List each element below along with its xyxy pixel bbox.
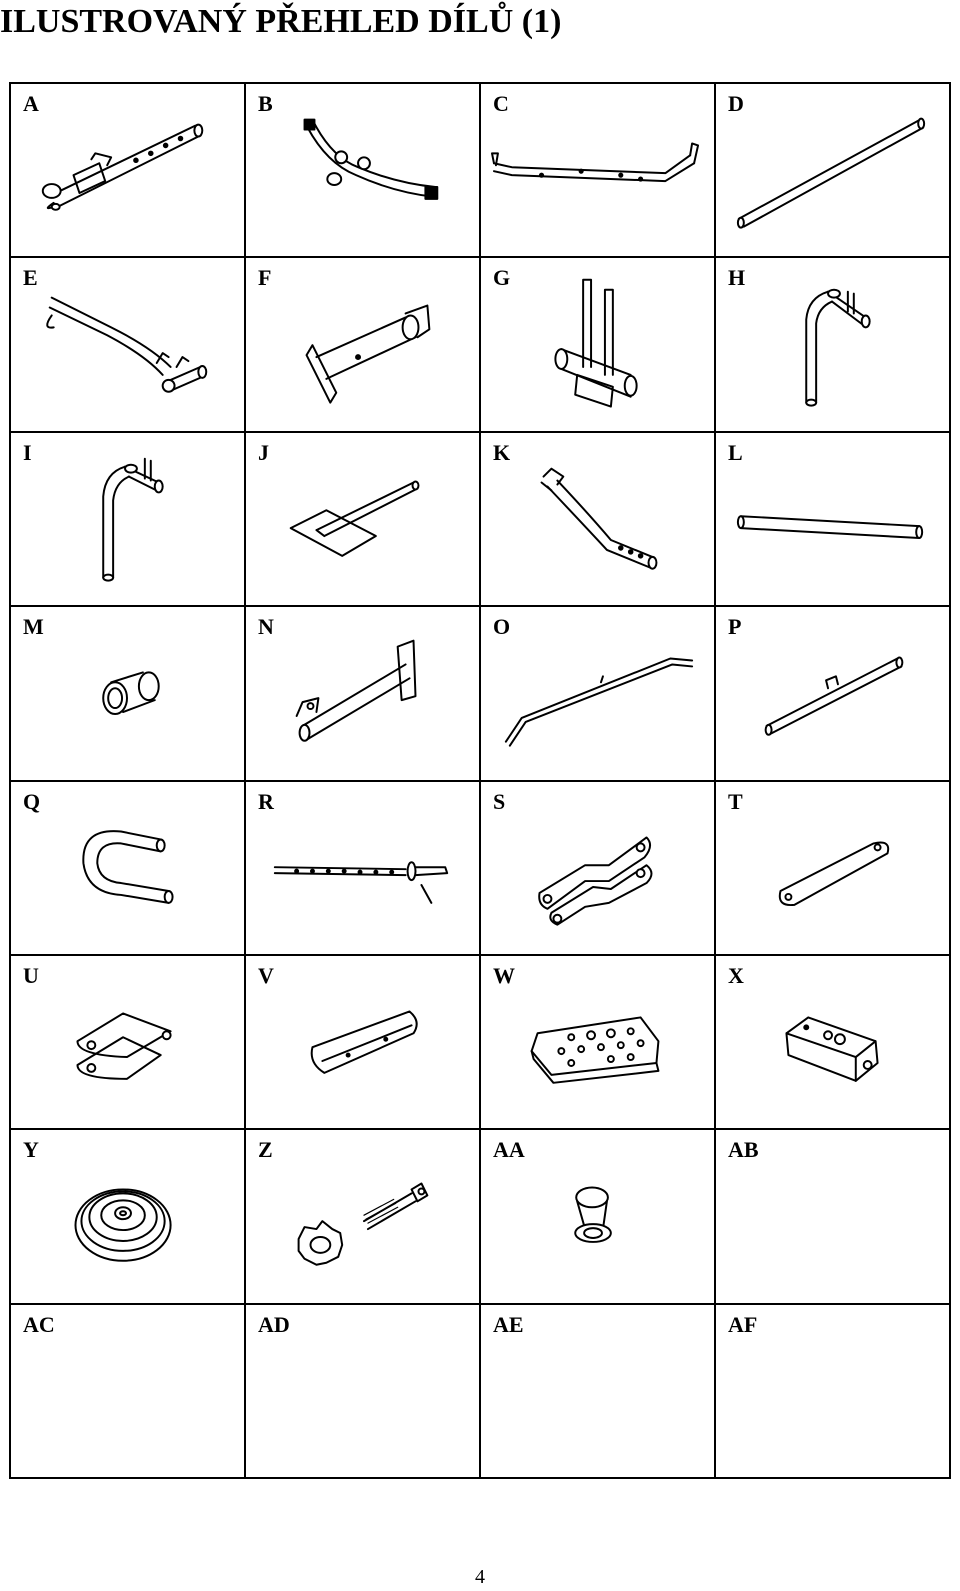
part-cell-i (11, 433, 246, 607)
part-cell-y (11, 1130, 246, 1304)
foot-plate-icon (481, 956, 714, 1128)
end-block-icon (716, 956, 949, 1128)
sleeve-icon (11, 607, 244, 779)
straight-rod-icon (716, 84, 949, 256)
part-cell-s (481, 782, 716, 956)
flat-link-icon (716, 782, 949, 954)
part-label: V (258, 962, 274, 988)
part-cell-a (11, 84, 246, 258)
part-label: N (258, 614, 274, 640)
part-cell-v (246, 956, 481, 1130)
part-cell-z (246, 1130, 481, 1304)
part-label: K (493, 439, 511, 465)
part-label: A (23, 91, 39, 116)
half-pipe-cover-icon (246, 956, 479, 1128)
straight-tube-icon (716, 433, 949, 605)
part-cell-o (481, 607, 716, 781)
angled-tube-icon (481, 433, 714, 605)
page-title: ILUSTROVANÝ PŘEHLED DÍLŮ (1) (0, 3, 562, 40)
part-label: AC (23, 1311, 55, 1337)
part-label: AF (728, 1311, 758, 1337)
part-label: U (23, 962, 39, 988)
part-cell-m (11, 607, 246, 781)
pulley-icon (11, 1130, 244, 1302)
bent-post-icon (716, 258, 949, 430)
part-cell-t (716, 782, 951, 956)
part-label: P (728, 614, 742, 640)
part-cell-b (246, 84, 481, 258)
part-label: S (493, 788, 506, 814)
part-cell-aa (481, 1130, 716, 1304)
part-label: AD (258, 1311, 290, 1337)
part-label: C (493, 91, 509, 116)
pin-rod-icon (246, 782, 479, 954)
tube-with-plate-icon (246, 258, 479, 430)
curved-handle-bar-icon (246, 84, 479, 256)
part-cell-h (716, 258, 951, 432)
part-cell-x (716, 956, 951, 1130)
bent-post-icon (11, 433, 244, 605)
part-cell-r (246, 782, 481, 956)
part-cell-n (246, 607, 481, 781)
double-bracket-icon (481, 782, 714, 954)
clevis-bracket-icon (11, 956, 244, 1128)
part-cell-p (716, 607, 951, 781)
part-label: R (258, 788, 274, 814)
part-label: J (258, 439, 269, 465)
part-cell-ad (246, 1305, 481, 1479)
part-cell-g (481, 258, 716, 432)
part-cell-e (11, 258, 246, 432)
part-cell-af (716, 1305, 951, 1479)
parts-grid (9, 82, 951, 1479)
part-label: Q (23, 788, 41, 814)
long-frame-bar-icon (481, 84, 714, 256)
page-number: 4 (475, 1566, 485, 1588)
part-label: G (493, 265, 511, 291)
part-cell-ab (716, 1130, 951, 1304)
part-label: E (23, 265, 38, 291)
part-cell-j (246, 433, 481, 607)
part-label: Y (23, 1137, 39, 1163)
part-label: F (258, 265, 272, 291)
part-cell-f (246, 258, 481, 432)
part-label: W (493, 962, 515, 988)
part-label: T (728, 788, 743, 814)
upright-bracket-icon (481, 258, 714, 430)
part-label: L (728, 439, 743, 465)
part-cell-k (481, 433, 716, 607)
part-label: O (493, 614, 511, 640)
part-label: AB (728, 1137, 759, 1163)
bushing-icon (481, 1130, 714, 1302)
part-cell-c (481, 84, 716, 258)
part-cell-q (11, 782, 246, 956)
part-label: M (23, 614, 44, 640)
part-label: H (728, 265, 746, 291)
short-bar-icon (716, 607, 949, 779)
part-label: B (258, 91, 273, 116)
u-handle-icon (11, 782, 244, 954)
part-cell-ac (11, 1305, 246, 1479)
part-cell-ae (481, 1305, 716, 1479)
part-label: D (728, 91, 744, 116)
part-label: Z (258, 1137, 273, 1163)
part-cell-l (716, 433, 951, 607)
bent-frame-tube-icon (11, 258, 244, 430)
tube-with-mount-icon (246, 607, 479, 779)
part-label: AA (493, 1137, 525, 1163)
part-cell-u (11, 956, 246, 1130)
part-label: AE (493, 1311, 524, 1337)
part-label: X (728, 962, 744, 988)
bent-bar-icon (481, 607, 714, 779)
part-cell-d (716, 84, 951, 258)
part-cell-w (481, 956, 716, 1130)
rail-with-plate-icon (246, 433, 479, 605)
part-label: I (23, 439, 32, 465)
knob-and-bolt-icon (246, 1130, 479, 1302)
frame-tube-with-brackets-icon (11, 84, 244, 256)
